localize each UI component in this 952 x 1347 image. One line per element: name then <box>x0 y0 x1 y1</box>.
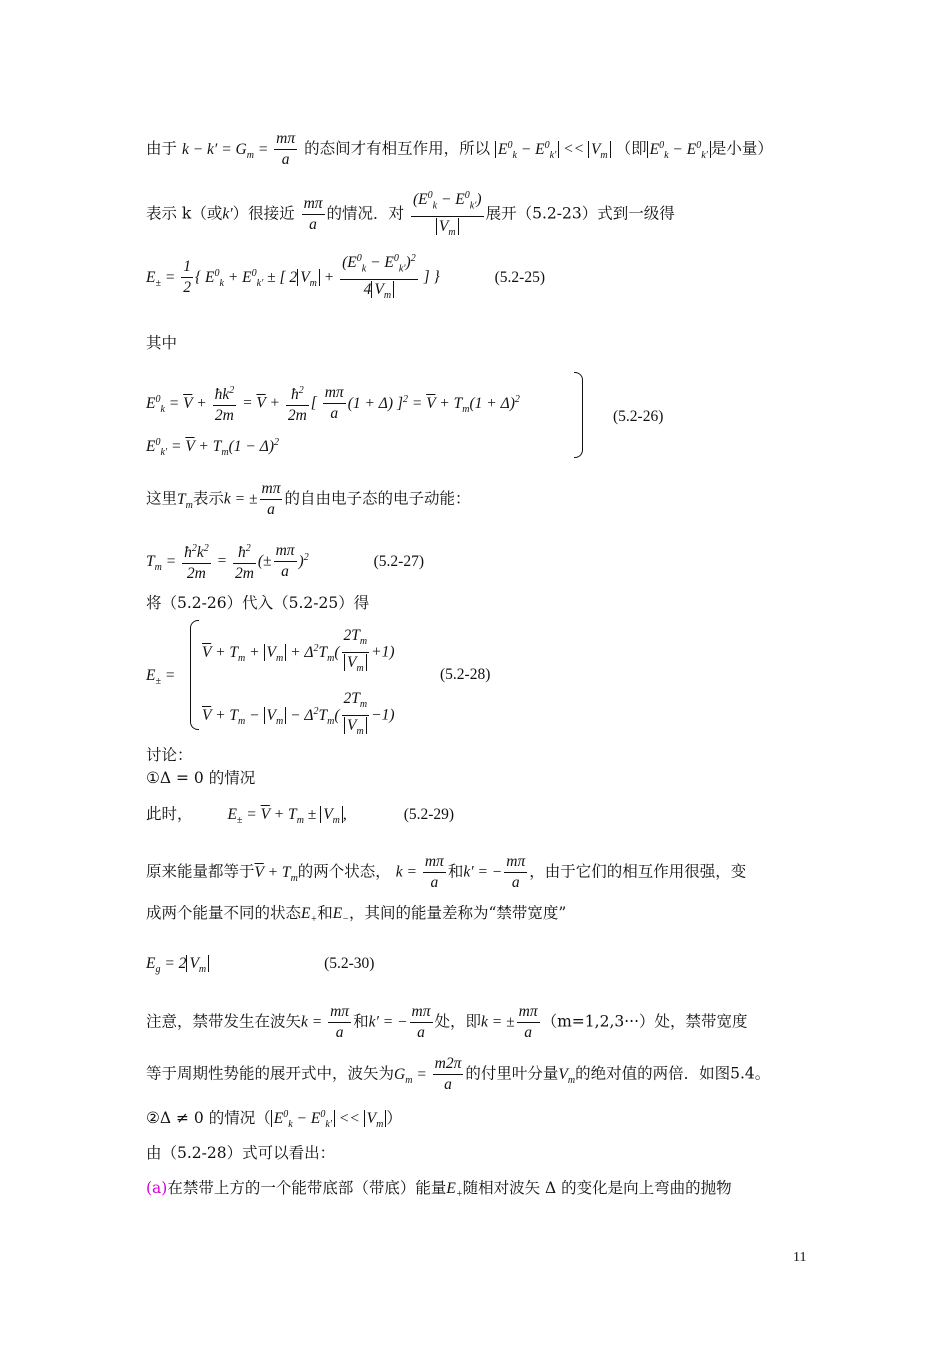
text-segment: 的态间才有相互作用，所以 <box>304 139 491 158</box>
text-segment: 的自由电子态的电子动能： <box>284 489 471 508</box>
text-line-10: (a)在禁带上方的一个能带底部（带底）能量$E_+$随相对波矢 Δ 的变化是向上弯曲的抛物 <box>146 1179 732 1201</box>
text-segment: （m=1,2,3···）处，禁带宽度 <box>541 1012 748 1031</box>
text-segment: 由于 <box>146 139 178 158</box>
text-line-7: 注意，禁带发生在波矢k = $\frac{m\pi}{a}$ 和k′ = − $\frac{m\pi}{a}$ 处，即k = ± $\frac{m\pi}{a}$ （m=1,2,3···）处，禁带宽度 <box>146 1003 748 1041</box>
text-line-3: 这里$T_m$表示k = ± $\frac{m\pi}{a}$ 的自由电子态的电子动能： <box>146 480 471 518</box>
text-segment: （即 <box>615 139 647 158</box>
text-segment: ②Δ ≠ 0 的情况（ <box>146 1109 271 1128</box>
brace-right <box>574 372 583 458</box>
page-number: 11 <box>793 1250 807 1265</box>
equation-number: (5.2-26) <box>613 408 664 425</box>
text-segment: 此时， <box>146 805 193 823</box>
text-line-8: 等于周期性势能的展开式中，波矢为$G_m$ = $\frac{m2\pi}{a}$ 的付里叶分量$V_m$的绝对值的两倍．如图5.4。 <box>146 1055 771 1093</box>
equation-number: (5.2-29) <box>403 806 455 823</box>
text-segment: 这里 <box>146 489 178 508</box>
text-segment: 和 <box>317 904 333 922</box>
text-case-1: ①Δ = 0 的情况 <box>146 769 256 787</box>
text-segment: 在禁带上方的一个能带底部（带底）能量 <box>167 1179 447 1197</box>
text-segment: 随相对波矢 Δ 的变化是向上弯曲的抛物 <box>462 1179 732 1197</box>
text-line-9: 由（5.2-28）式可以看出： <box>146 1144 336 1162</box>
text-segment: ，其间的能量差称为“禁带宽度” <box>348 904 567 922</box>
text-segment: 的绝对值的两倍．如图5.4。 <box>575 1064 771 1083</box>
text-qizhong: 其中 <box>146 334 178 352</box>
equation-5-2-25: $E_\pm$ = $\frac{1}{2}$ { $E^0_k + E^0_{k'}$ ± [ 2 $V_m$ + $\frac{(E^0_k - E^0_{k'})^2}{4 V_m}$ ] } (5.2-25) <box>146 250 545 305</box>
equation-5-2-28: $E_\pm$ = <box>146 667 176 688</box>
equation-5-2-26-line2: $E^0_{k'} = \overline{V} + T_m(1 - \Delta)^2$ <box>146 437 279 459</box>
text-line-2: 表示 k（或k′）很接近 $\frac{m\pi}{a}$ 的情况．对 $\frac{(E^0_k - E^0_{k'})}{V_m}$ 展开（5.2-23）式到一级得 <box>146 187 675 242</box>
text-segment: 的情况．对 <box>326 204 405 223</box>
text-segment: 处，即 <box>434 1012 482 1031</box>
equation-number: (5.2-27) <box>373 552 425 570</box>
text-segment: 展开（5.2-23）式到一级得 <box>485 204 675 223</box>
note-tag: (a) <box>146 1179 168 1197</box>
text-segment: 和 <box>353 1012 369 1031</box>
equation-5-2-26-line1: $E^0_k = \overline{V}$ + $\frac{ħk^2}{2m}$ = $\overline{V}$ + $\frac{ħ^2}{2m}$ [ $\frac{m\pi}{a}$ (1 + Δ) ]$^2 = \overline{V} + T_m(1 + \Delta)^2$ <box>146 382 520 425</box>
text-segment: 和 <box>447 862 464 881</box>
text-segment: 成两个能量不同的状态 <box>146 904 302 922</box>
text-segment: 注意，禁带发生在波矢 <box>146 1012 302 1031</box>
equation-5-2-29: 此时， $E_\pm = \overline{V} + T_m \pm V_m$ , (5.2-29) <box>146 805 455 827</box>
equation-5-2-30: $E_g = 2$ $V_m$ (5.2-30) <box>146 955 375 976</box>
text-segment: 等于周期性势能的展开式中，波矢为 <box>146 1064 395 1083</box>
equation-5-2-28-upper: $\overline{V} + T_m + V_m + \Delta^2T_m$( $\frac{2T_m}{V_m}$ +1) <box>202 627 395 675</box>
equation-number: (5.2-28) <box>440 666 491 683</box>
text-line-6: 成两个能量不同的状态$E_+$和$E_-$，其间的能量差称为“禁带宽度” <box>146 904 567 926</box>
text-segment: 原来能量都等于 <box>146 862 255 881</box>
text-segment: 的付里叶分量 <box>465 1064 559 1083</box>
text-segment: ） <box>386 1109 402 1128</box>
text-case-2: ②Δ ≠ 0 的情况（ $E^0_k - E^0_{k'} << V_m$ ） <box>146 1109 402 1131</box>
equation-number: (5.2-25) <box>494 268 545 286</box>
text-segment: ，由于它们的相互作用很强，变 <box>529 862 747 881</box>
text-taolun: 讨论： <box>146 746 193 764</box>
text-segment: 是小量） <box>710 139 773 158</box>
text-segment: ）很接近 <box>232 204 295 223</box>
text-segment: 表示 <box>192 489 224 508</box>
text-line-5: 原来能量都等于$\overline{V} + T_m$的两个状态， k = $\frac{m\pi}{a}$ 和k′ = − $\frac{m\pi}{a}$ ，由于它们的相互作用很强，变 <box>146 853 747 891</box>
text-segment: 表示 k（或 <box>146 204 223 223</box>
equation-5-2-27: $T_m$ = $\frac{ħ^2k^2}{2m}$ = $\frac{ħ^2}{2m}$ (± $\frac{m\pi}{a}$ )$^2$ (5.2-27) <box>146 540 424 583</box>
text-line-1: 由于 $k - k' = G_m$ = $\frac{m\pi}{a}$ 的态间才有相互作用，所以 $E^0_k - E^0_{k'} << V_m$ （即 $E^0_k - E^0_{k'}$ 是小量） <box>146 130 773 168</box>
equation-5-2-28-lower: $\overline{V} + T_m - V_m - \Delta^2T_m$( $\frac{2T_m}{V_m}$ −1) <box>202 690 395 738</box>
brace-left <box>190 620 199 730</box>
equation-number: (5.2-30) <box>324 955 375 972</box>
text-segment: 的两个状态， <box>297 862 391 881</box>
text-line-4: 将（5.2-26）代入（5.2-25）得 <box>146 594 370 612</box>
